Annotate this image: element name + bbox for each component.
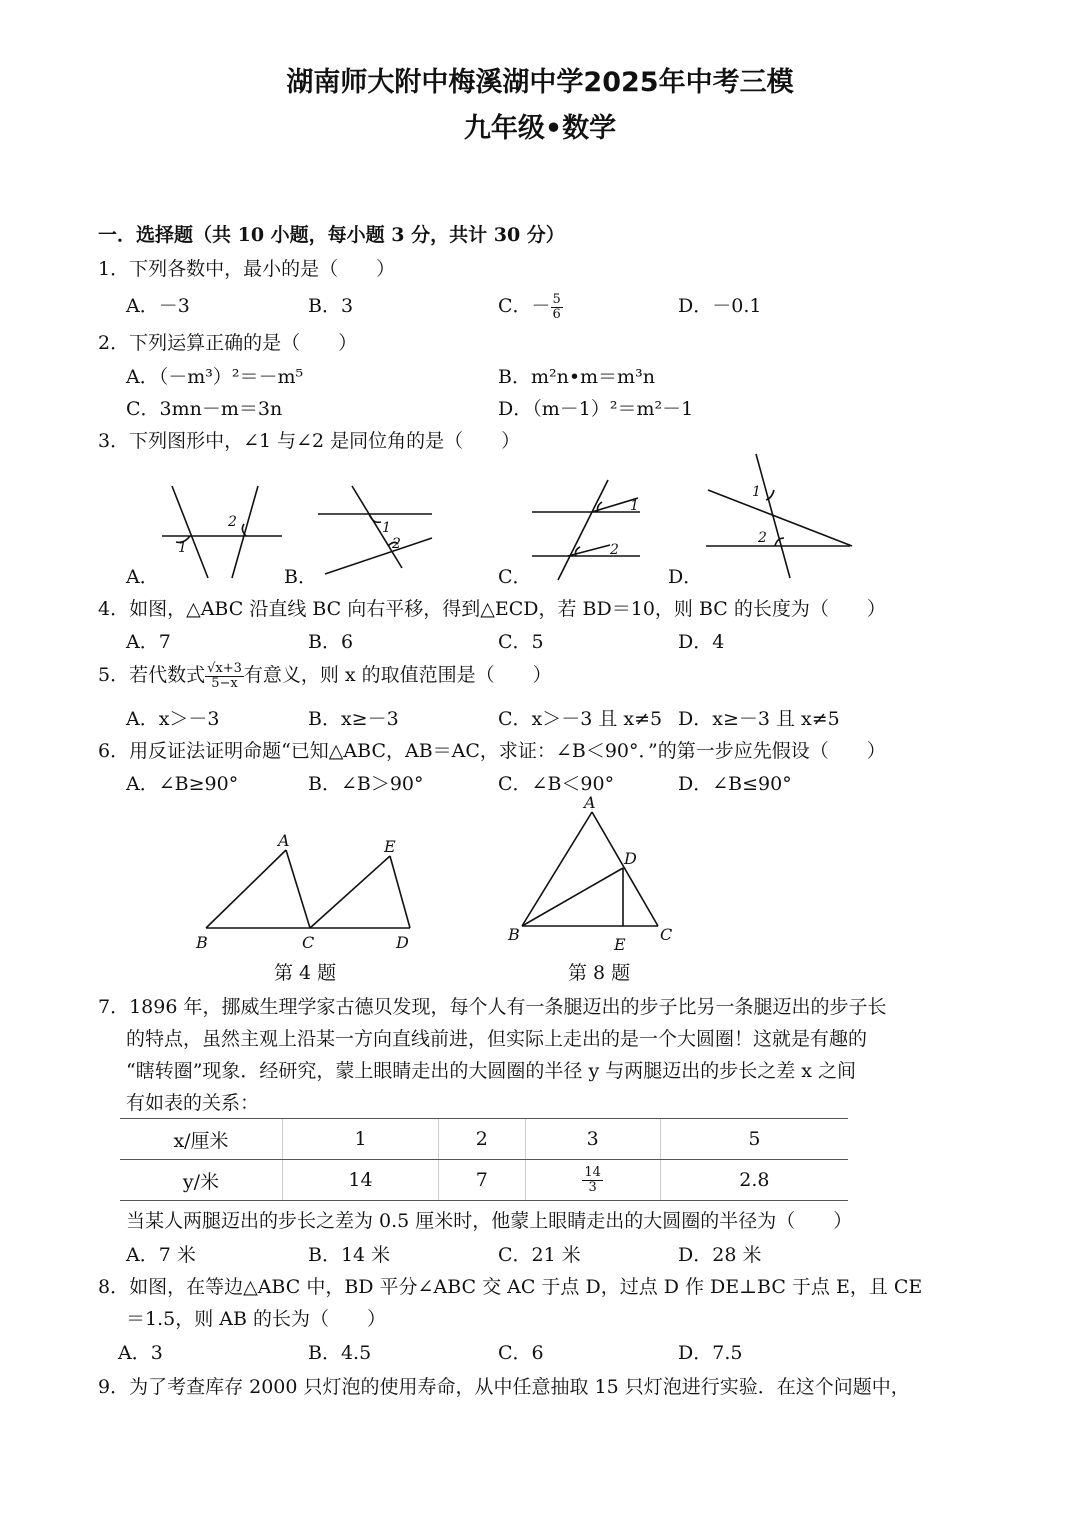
fig8-drawing xyxy=(522,812,658,926)
q1-stem: 1．下列各数中，最小的是（ ） xyxy=(98,258,396,280)
q7-table-cell: x/厘米 xyxy=(120,1119,283,1160)
q7-table-cell-fraction xyxy=(525,1160,660,1201)
q5-option-d: D．x≥－3 且 x≠5 xyxy=(678,708,840,730)
q7-line1: 7．1896 年，挪威生理学家古德贝发现，每个人有一条腿迈出的步子比另一条腿迈出的步子长 xyxy=(98,996,887,1018)
q7-frac-numerator: 14 xyxy=(584,1164,601,1180)
q8-option-b: B．4.5 xyxy=(308,1342,372,1364)
q1-option-d: D．－0.1 xyxy=(678,295,762,317)
q5-frac-denominator: 5−x xyxy=(211,675,238,691)
q3-stem: 3．下列图形中，∠1 与∠2 是同位角的是（ ） xyxy=(98,430,521,452)
q5-option-b: B．x≥－3 xyxy=(308,708,399,730)
q2-stem: 2．下列运算正确的是（ ） xyxy=(98,332,358,354)
q7-line3: “瞎转圈”现象．经研究，蒙上眼睛走出的大圆圈的半径 y 与两腿迈出的步长之差 x 之间 xyxy=(126,1060,857,1082)
q8-option-c: C．6 xyxy=(498,1342,544,1364)
section-heading: 一．选择题（共 10 小题，每小题 3 分，共计 30 分） xyxy=(98,224,565,246)
q7-option-a: A．7 米 xyxy=(126,1244,196,1266)
q7-table-cell: 7 xyxy=(439,1160,526,1201)
q7-option-d: D．28 米 xyxy=(678,1244,762,1266)
exam-subtitle: 九年级•数学 xyxy=(463,113,617,144)
q5-option-c: C．x＞－3 且 x≠5 xyxy=(498,708,663,730)
q5-fraction xyxy=(205,662,244,691)
q1-c-numerator: 5 xyxy=(552,291,561,307)
q3-option-d: D． xyxy=(668,566,703,588)
q1-option-c-fraction xyxy=(551,293,563,322)
q8-line1: 8．如图，在等边△ABC 中，BD 平分∠ABC 交 AC 于点 D，过点 D 作 DE⊥BC 于点 E，且 CE xyxy=(98,1276,923,1298)
fig8-label-d: D xyxy=(624,849,637,868)
q3-c-angle2-label: 2 xyxy=(610,542,619,558)
q6-option-b: B．∠B＞90° xyxy=(308,773,424,795)
q5-stem-pre: 5．若代数式 xyxy=(98,664,206,686)
q7-table-cell: y/米 xyxy=(120,1160,283,1201)
q5-option-a: A．x＞－3 xyxy=(126,708,220,730)
q7-option-c: C．21 米 xyxy=(498,1244,581,1266)
q4-option-b: B．6 xyxy=(308,631,354,653)
fig4-label-c: C xyxy=(302,933,315,952)
q3-a-angle2-label: 2 xyxy=(228,514,237,530)
q7-table-cell: 2.8 xyxy=(660,1160,848,1201)
q3-a-angle1-label: 1 xyxy=(178,540,187,556)
q7-table-fraction xyxy=(582,1166,603,1195)
q3-option-c: C． xyxy=(498,566,532,588)
fig8-label-a: A xyxy=(584,793,596,812)
q2-option-c: C．3mn－m＝3n xyxy=(126,398,283,420)
q7-table-cell: 14 xyxy=(283,1160,439,1201)
q5-frac-numerator: √x+3 xyxy=(207,660,242,676)
q2-option-a: A．（－m³）²＝－m⁵ xyxy=(126,366,304,388)
q1-option-c-prefix: C．－ xyxy=(498,295,551,317)
q7-table-cell: 2 xyxy=(439,1119,526,1160)
fig8-label-c: C xyxy=(660,925,673,944)
q3-figure-c xyxy=(532,480,640,580)
q6-stem: 6．用反证法证明命题“已知△ABC，AB＝AC，求证：∠B＜90°．”的第一步应先假设（ ） xyxy=(98,740,886,762)
q7-line2: 的特点，虽然主观上沿某一方向直线前进，但实际上走出的是一个大圆圈！这就是有趣的 xyxy=(126,1028,868,1050)
q2-option-b: B．m²n•m＝m³n xyxy=(498,366,655,388)
q3-figure-b xyxy=(318,486,432,574)
q7-after: 当某人两腿迈出的步长之差为 0.5 厘米时，他蒙上眼睛走出的大圆圈的半径为（ ） xyxy=(126,1210,853,1232)
q4-q8-figures xyxy=(180,792,700,962)
fig4-label-a: A xyxy=(278,831,290,850)
q7-table xyxy=(120,1118,848,1201)
q1-c-denominator: 6 xyxy=(552,306,561,322)
fig8-label-e: E xyxy=(614,935,626,954)
q2-option-d: D．（m－1）²＝m²－1 xyxy=(498,398,694,420)
q6-option-d: D．∠B≤90° xyxy=(678,773,792,795)
q8-option-d: D．7.5 xyxy=(678,1342,743,1364)
fig4-drawing xyxy=(206,850,410,928)
q3-option-a: A． xyxy=(126,566,159,588)
q3-b-angle2-label: 2 xyxy=(392,536,401,552)
q3-figure-d xyxy=(706,454,852,578)
fig4-caption: 第 4 题 xyxy=(274,962,337,984)
q4-option-c: C．5 xyxy=(498,631,544,653)
fig-labels xyxy=(195,793,672,954)
q7-table-cell: 1 xyxy=(283,1119,439,1160)
q7-table-cell: 5 xyxy=(660,1119,848,1160)
q7-option-b: B．14 米 xyxy=(308,1244,391,1266)
exam-title: 湖南师大附中梅溪湖中学2025年中考三模 xyxy=(286,67,794,98)
q6-option-a: A．∠B≥90° xyxy=(126,773,239,795)
q3-figure-a xyxy=(162,486,282,578)
q7-table-row-x xyxy=(120,1119,848,1160)
q3-d-angle1-label: 1 xyxy=(752,484,761,500)
q3-b-angle1-label: 1 xyxy=(382,520,391,536)
q3-d-angle2-label: 2 xyxy=(758,530,767,546)
q3-option-b: B． xyxy=(284,566,317,588)
q3-angle-labels xyxy=(178,484,767,558)
fig4-label-b: B xyxy=(196,933,208,952)
fig4-label-e: E xyxy=(384,837,396,856)
q9-line1: 9．为了考查库存 2000 只灯泡的使用寿命，从中任意抽取 15 只灯泡进行实验．在这个问题中， xyxy=(98,1376,910,1398)
q7-table-cell: 3 xyxy=(525,1119,660,1160)
q7-line4: 有如表的关系： xyxy=(126,1092,260,1114)
q7-frac-denominator: 3 xyxy=(588,1179,597,1195)
q5-stem-post: 有意义，则 x 的取值范围是（ ） xyxy=(243,664,552,686)
q4-option-d: D．4 xyxy=(678,631,725,653)
q3-c-angle1-label: 1 xyxy=(630,498,639,514)
q1-option-c xyxy=(498,291,563,322)
q4-option-a: A．7 xyxy=(126,631,171,653)
q8-line2: ＝1.5，则 AB 的长为（ ） xyxy=(126,1308,386,1330)
q7-table-row-y xyxy=(120,1160,848,1201)
q6-option-c: C．∠B＜90° xyxy=(498,773,615,795)
fig8-label-b: B xyxy=(508,925,520,944)
q8-option-a: A．3 xyxy=(118,1342,163,1364)
fig8-caption: 第 8 题 xyxy=(568,962,631,984)
fig4-label-d: D xyxy=(396,933,409,952)
q1-option-b: B．3 xyxy=(308,295,354,317)
q5-stem xyxy=(98,660,552,691)
q1-option-a: A．－3 xyxy=(126,295,190,317)
q4-stem: 4．如图，△ABC 沿直线 BC 向右平移，得到△ECD，若 BD＝10，则 BC 的长度为（ ） xyxy=(98,598,886,620)
